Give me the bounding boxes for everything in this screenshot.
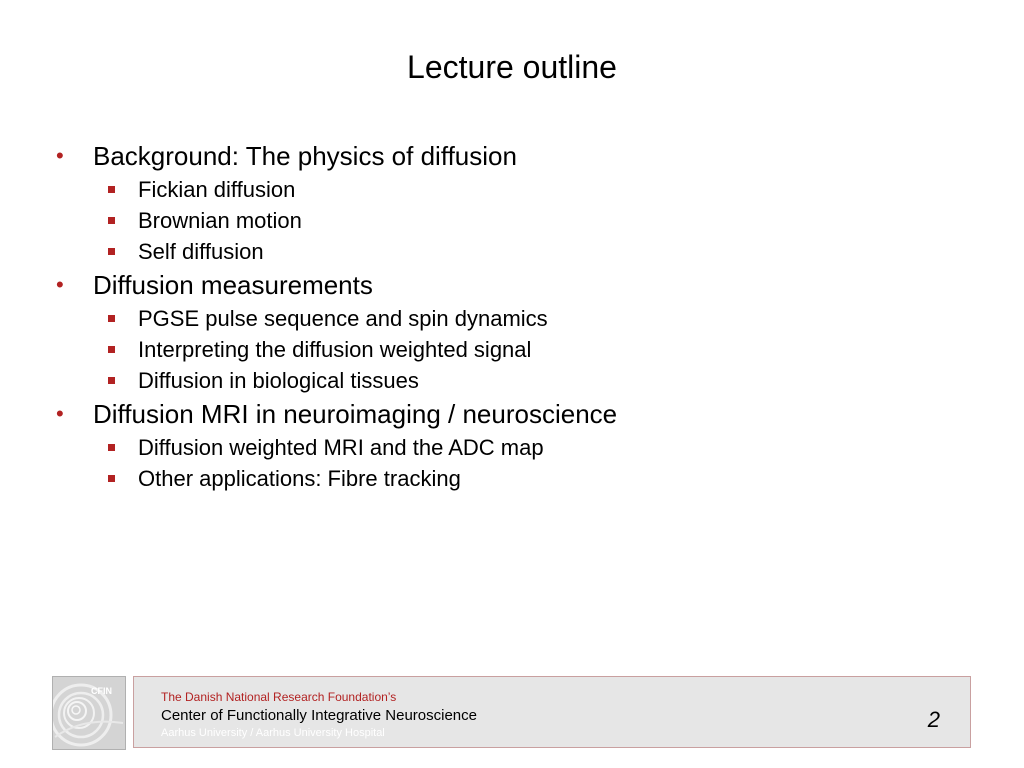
bullet-icon: •: [56, 143, 64, 168]
outline-subitem: [56, 365, 976, 396]
outline-subitem: [56, 334, 976, 365]
bullet-icon: •: [56, 401, 64, 426]
outline-subitem-label: Diffusion in biological tissues: [138, 368, 419, 393]
outline-subitem-label: Diffusion weighted MRI and the ADC map: [138, 435, 544, 460]
page-number: 2: [927, 707, 940, 732]
square-bullet-icon: [108, 444, 115, 451]
footer-center-name: Center of Functionally Integrative Neuroscience: [161, 707, 477, 724]
outline-item-label: Diffusion MRI in neuroimaging / neuroscience: [93, 399, 618, 429]
footer-university-text: Aarhus University / Aarhus University Hospital: [161, 727, 385, 739]
outline-subitem-label: Fickian diffusion: [138, 177, 296, 202]
logo-text: CFIN: [91, 686, 112, 696]
cfin-logo: [52, 676, 126, 750]
outline-subitem: [56, 205, 976, 236]
outline-subitem: [56, 463, 976, 494]
square-bullet-icon: [108, 346, 115, 353]
outline-item-label: Background: The physics of diffusion: [93, 141, 517, 171]
footer-banner: [133, 676, 971, 748]
spiral-shell-logo-icon: [53, 677, 125, 749]
slide-title: Lecture outline: [407, 49, 617, 85]
outline-item: [56, 267, 976, 303]
square-bullet-icon: [108, 475, 115, 482]
outline-subitem: [56, 236, 976, 267]
outline-subitem-label: Brownian motion: [138, 208, 302, 233]
outline-subitem: [56, 303, 976, 334]
outline-subitem-label: Self diffusion: [138, 239, 264, 264]
square-bullet-icon: [108, 217, 115, 224]
outline-subitem-label: Other applications: Fibre tracking: [138, 466, 461, 491]
outline-item-label: Diffusion measurements: [93, 270, 373, 300]
square-bullet-icon: [108, 248, 115, 255]
outline-subitem-label: Interpreting the diffusion weighted signal: [138, 337, 532, 362]
square-bullet-icon: [108, 186, 115, 193]
outline-item: [56, 396, 976, 432]
outline-subitem: [56, 432, 976, 463]
outline-list: [56, 138, 976, 494]
outline-subitem: [56, 174, 976, 205]
square-bullet-icon: [108, 315, 115, 322]
outline-item: [56, 138, 976, 174]
footer-foundation-text: The Danish National Research Foundation’s: [161, 690, 397, 704]
outline-subitem-label: PGSE pulse sequence and spin dynamics: [138, 306, 548, 331]
bullet-icon: •: [56, 272, 64, 297]
square-bullet-icon: [108, 377, 115, 384]
